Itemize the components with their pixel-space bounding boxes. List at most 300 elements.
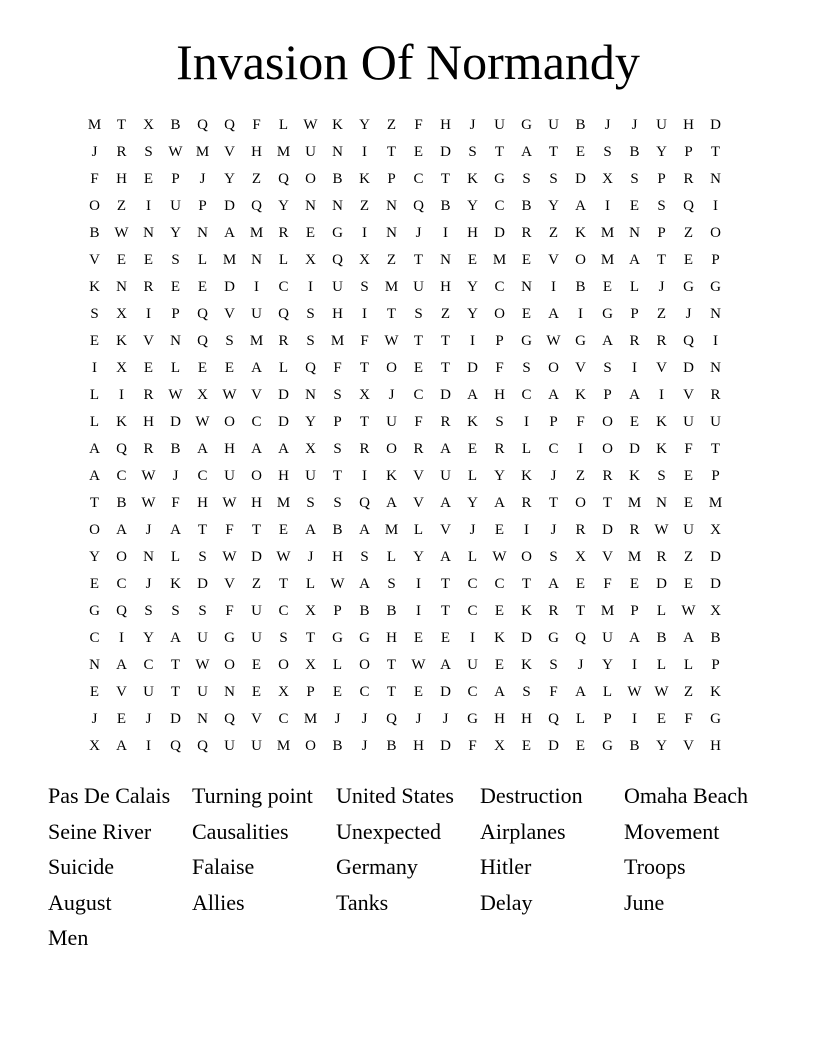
grid-letter[interactable]: E [413, 630, 424, 646]
grid-letter[interactable]: T [251, 522, 262, 538]
grid-letter[interactable]: I [713, 333, 718, 349]
grid-letter[interactable]: Z [251, 576, 262, 592]
grid-letter[interactable]: A [359, 576, 370, 592]
grid-letter[interactable]: J [361, 711, 368, 727]
grid-letter[interactable]: T [548, 144, 559, 160]
grid-letter[interactable]: A [440, 549, 451, 565]
grid-letter[interactable]: E [683, 468, 694, 484]
grid-letter[interactable]: U [305, 468, 316, 484]
grid-letter[interactable]: K [521, 603, 532, 619]
grid-letter[interactable]: A [251, 360, 262, 376]
grid-letter[interactable]: R [116, 144, 127, 160]
grid-letter[interactable]: S [90, 306, 99, 322]
grid-letter[interactable]: P [387, 171, 396, 187]
grid-letter[interactable]: H [143, 414, 154, 430]
grid-letter[interactable]: U [494, 117, 505, 133]
grid-letter[interactable]: I [578, 441, 583, 457]
grid-letter[interactable]: E [413, 684, 424, 700]
grid-letter[interactable]: J [469, 522, 476, 538]
grid-letter[interactable]: R [521, 225, 532, 241]
grid-letter[interactable]: Z [548, 225, 559, 241]
grid-letter[interactable]: L [278, 360, 289, 376]
grid-letter[interactable]: E [413, 360, 424, 376]
grid-letter[interactable]: C [278, 711, 289, 727]
grid-letter[interactable]: W [222, 549, 237, 565]
grid-letter[interactable]: S [360, 549, 369, 565]
grid-letter[interactable]: D [710, 576, 721, 592]
grid-letter[interactable]: U [386, 414, 397, 430]
grid-letter[interactable]: V [413, 468, 424, 484]
grid-letter[interactable]: G [548, 630, 559, 646]
grid-letter[interactable]: K [521, 468, 532, 484]
grid-letter[interactable]: A [170, 522, 181, 538]
grid-letter[interactable]: B [332, 738, 343, 754]
grid-letter[interactable]: H [332, 549, 343, 565]
grid-letter[interactable]: L [278, 117, 289, 133]
grid-letter[interactable]: Q [197, 333, 208, 349]
grid-letter[interactable]: S [306, 495, 315, 511]
grid-letter[interactable]: K [170, 576, 181, 592]
grid-letter[interactable]: Q [116, 441, 127, 457]
grid-letter[interactable]: E [440, 630, 451, 646]
grid-letter[interactable]: A [548, 306, 559, 322]
grid-letter[interactable]: I [362, 306, 367, 322]
grid-letter[interactable]: L [629, 279, 640, 295]
grid-letter[interactable]: A [575, 684, 586, 700]
grid-letter[interactable]: J [307, 549, 314, 565]
grid-letter[interactable]: P [495, 333, 504, 349]
grid-letter[interactable]: P [603, 387, 612, 403]
grid-letter[interactable]: E [521, 252, 532, 268]
grid-letter[interactable]: B [359, 603, 370, 619]
grid-letter[interactable]: E [116, 252, 127, 268]
grid-letter[interactable]: L [89, 387, 100, 403]
grid-letter[interactable]: U [197, 630, 208, 646]
grid-letter[interactable]: S [603, 144, 612, 160]
grid-letter[interactable]: Q [575, 630, 586, 646]
grid-letter[interactable]: R [143, 441, 154, 457]
grid-letter[interactable]: V [683, 387, 694, 403]
grid-letter[interactable]: N [305, 198, 316, 214]
grid-letter[interactable]: V [413, 495, 424, 511]
grid-letter[interactable]: M [627, 495, 642, 511]
grid-letter[interactable]: L [602, 684, 613, 700]
grid-letter[interactable]: P [333, 603, 342, 619]
grid-letter[interactable]: N [143, 225, 154, 241]
grid-letter[interactable]: N [197, 711, 208, 727]
grid-letter[interactable]: Y [602, 657, 613, 673]
grid-letter[interactable]: U [332, 279, 343, 295]
grid-letter[interactable]: C [278, 279, 289, 295]
grid-letter[interactable]: E [197, 360, 208, 376]
grid-letter[interactable]: A [386, 495, 397, 511]
grid-letter[interactable]: Z [683, 684, 694, 700]
grid-letter[interactable]: R [278, 333, 289, 349]
grid-letter[interactable]: G [602, 306, 613, 322]
grid-letter[interactable]: K [629, 468, 640, 484]
grid-letter[interactable]: F [549, 684, 558, 700]
grid-letter[interactable]: S [468, 144, 477, 160]
grid-letter[interactable]: K [386, 468, 397, 484]
grid-letter[interactable]: T [710, 144, 721, 160]
grid-letter[interactable]: I [416, 603, 421, 619]
grid-letter[interactable]: S [198, 549, 207, 565]
grid-letter[interactable]: I [632, 711, 637, 727]
grid-letter[interactable]: T [656, 252, 667, 268]
grid-letter[interactable]: R [656, 549, 667, 565]
grid-letter[interactable]: N [710, 171, 721, 187]
grid-letter[interactable]: E [251, 657, 262, 673]
grid-letter[interactable]: G [224, 630, 235, 646]
grid-letter[interactable]: X [602, 171, 613, 187]
grid-letter[interactable]: F [90, 171, 99, 187]
grid-letter[interactable]: E [494, 522, 505, 538]
grid-letter[interactable]: J [361, 738, 368, 754]
grid-letter[interactable]: C [467, 576, 478, 592]
grid-letter[interactable]: T [386, 306, 397, 322]
grid-letter[interactable]: P [711, 657, 720, 673]
grid-letter[interactable]: P [603, 711, 612, 727]
grid-letter[interactable]: T [386, 144, 397, 160]
grid-letter[interactable]: V [224, 144, 235, 160]
grid-letter[interactable]: N [629, 225, 640, 241]
grid-letter[interactable]: S [279, 630, 288, 646]
grid-letter[interactable]: W [195, 657, 210, 673]
grid-letter[interactable]: T [305, 630, 316, 646]
grid-letter[interactable]: O [386, 441, 397, 457]
grid-letter[interactable]: X [305, 657, 316, 673]
grid-letter[interactable]: J [145, 522, 152, 538]
grid-letter[interactable]: Q [278, 171, 289, 187]
grid-letter[interactable]: F [495, 360, 504, 376]
grid-letter[interactable]: P [549, 414, 558, 430]
grid-letter[interactable]: T [440, 603, 451, 619]
grid-letter[interactable]: J [145, 711, 152, 727]
grid-letter[interactable]: Y [413, 549, 424, 565]
grid-letter[interactable]: C [278, 603, 289, 619]
grid-letter[interactable]: J [631, 117, 638, 133]
grid-letter[interactable]: W [141, 495, 156, 511]
grid-letter[interactable]: N [170, 333, 181, 349]
grid-letter[interactable]: U [683, 414, 694, 430]
grid-letter[interactable]: N [89, 657, 100, 673]
grid-letter[interactable]: R [494, 441, 505, 457]
grid-letter[interactable]: O [602, 414, 613, 430]
grid-letter[interactable]: T [170, 684, 181, 700]
grid-letter[interactable]: O [575, 495, 586, 511]
grid-letter[interactable]: D [440, 738, 451, 754]
grid-letter[interactable]: T [494, 144, 505, 160]
grid-letter[interactable]: U [224, 468, 235, 484]
grid-letter[interactable]: Q [251, 198, 262, 214]
grid-letter[interactable]: S [171, 603, 180, 619]
grid-letter[interactable]: W [330, 576, 345, 592]
grid-letter[interactable]: G [521, 333, 532, 349]
grid-letter[interactable]: K [89, 279, 100, 295]
grid-letter[interactable]: K [116, 414, 127, 430]
grid-letter[interactable]: W [303, 117, 318, 133]
grid-letter[interactable]: H [440, 117, 451, 133]
grid-letter[interactable]: K [116, 333, 127, 349]
grid-letter[interactable]: F [252, 117, 261, 133]
grid-letter[interactable]: X [89, 738, 100, 754]
grid-letter[interactable]: T [575, 603, 586, 619]
grid-letter[interactable]: C [494, 279, 505, 295]
grid-letter[interactable]: B [629, 144, 640, 160]
grid-letter[interactable]: X [494, 738, 505, 754]
grid-letter[interactable]: Q [197, 117, 208, 133]
grid-letter[interactable]: U [305, 144, 316, 160]
grid-letter[interactable]: M [384, 522, 399, 538]
grid-letter[interactable]: D [710, 549, 721, 565]
grid-letter[interactable]: B [710, 630, 721, 646]
grid-letter[interactable]: L [386, 549, 397, 565]
grid-letter[interactable]: U [143, 684, 154, 700]
grid-letter[interactable]: A [629, 630, 640, 646]
grid-letter[interactable]: I [470, 333, 475, 349]
grid-letter[interactable]: H [332, 306, 343, 322]
grid-letter[interactable]: E [413, 144, 424, 160]
grid-letter[interactable]: N [332, 198, 343, 214]
grid-letter[interactable]: P [171, 171, 180, 187]
grid-letter[interactable]: H [251, 495, 262, 511]
grid-letter[interactable]: M [330, 333, 345, 349]
grid-letter[interactable]: E [575, 144, 586, 160]
grid-letter[interactable]: I [659, 387, 664, 403]
grid-letter[interactable]: C [521, 387, 532, 403]
grid-letter[interactable]: H [683, 117, 694, 133]
grid-letter[interactable]: J [91, 711, 98, 727]
grid-letter[interactable]: I [551, 279, 556, 295]
grid-letter[interactable]: L [683, 657, 694, 673]
grid-letter[interactable]: E [170, 279, 181, 295]
grid-letter[interactable]: K [656, 414, 667, 430]
grid-letter[interactable]: Y [170, 225, 181, 241]
grid-letter[interactable]: N [116, 279, 127, 295]
grid-letter[interactable]: H [116, 171, 127, 187]
grid-letter[interactable]: Y [494, 468, 505, 484]
grid-letter[interactable]: A [251, 441, 262, 457]
grid-letter[interactable]: A [278, 441, 289, 457]
grid-letter[interactable]: R [602, 468, 613, 484]
grid-letter[interactable]: U [656, 117, 667, 133]
grid-letter[interactable]: O [305, 171, 316, 187]
grid-letter[interactable]: T [548, 495, 559, 511]
grid-letter[interactable]: D [440, 684, 451, 700]
grid-letter[interactable]: X [143, 117, 154, 133]
grid-letter[interactable]: D [278, 414, 289, 430]
grid-letter[interactable]: B [440, 198, 451, 214]
grid-letter[interactable]: O [251, 468, 262, 484]
grid-letter[interactable]: E [494, 603, 505, 619]
grid-letter[interactable]: T [359, 360, 370, 376]
grid-letter[interactable]: J [388, 387, 395, 403]
grid-letter[interactable]: F [468, 738, 477, 754]
grid-letter[interactable]: N [386, 225, 397, 241]
grid-letter[interactable]: W [627, 684, 642, 700]
grid-letter[interactable]: Y [89, 549, 100, 565]
grid-letter[interactable]: Q [197, 738, 208, 754]
grid-letter[interactable]: P [657, 225, 666, 241]
grid-letter[interactable]: X [116, 306, 127, 322]
grid-letter[interactable]: D [575, 171, 586, 187]
grid-letter[interactable]: T [440, 576, 451, 592]
grid-letter[interactable]: S [171, 252, 180, 268]
grid-letter[interactable]: Z [359, 198, 370, 214]
grid-letter[interactable]: U [170, 198, 181, 214]
grid-letter[interactable]: N [710, 360, 721, 376]
grid-letter[interactable]: I [362, 468, 367, 484]
grid-letter[interactable]: O [224, 657, 235, 673]
grid-letter[interactable]: A [116, 657, 127, 673]
grid-letter[interactable]: T [359, 414, 370, 430]
grid-letter[interactable]: E [656, 711, 667, 727]
grid-letter[interactable]: H [710, 738, 721, 754]
grid-letter[interactable]: D [602, 522, 613, 538]
grid-letter[interactable]: B [656, 630, 667, 646]
grid-letter[interactable]: P [333, 414, 342, 430]
grid-letter[interactable]: U [251, 738, 262, 754]
grid-letter[interactable]: M [600, 225, 615, 241]
grid-letter[interactable]: L [467, 468, 478, 484]
grid-letter[interactable]: V [224, 576, 235, 592]
grid-letter[interactable]: D [170, 414, 181, 430]
grid-letter[interactable]: I [632, 657, 637, 673]
grid-letter[interactable]: A [602, 333, 613, 349]
grid-letter[interactable]: E [89, 576, 100, 592]
grid-letter[interactable]: Z [251, 171, 262, 187]
grid-letter[interactable]: E [89, 684, 100, 700]
grid-letter[interactable]: L [521, 441, 532, 457]
grid-letter[interactable]: S [198, 603, 207, 619]
grid-letter[interactable]: Q [548, 711, 559, 727]
grid-letter[interactable]: W [168, 144, 183, 160]
grid-letter[interactable]: W [276, 549, 291, 565]
grid-letter[interactable]: S [522, 171, 531, 187]
grid-letter[interactable]: U [467, 657, 478, 673]
grid-letter[interactable]: L [656, 603, 667, 619]
grid-letter[interactable]: U [224, 738, 235, 754]
grid-letter[interactable]: L [575, 711, 586, 727]
grid-letter[interactable]: F [576, 414, 585, 430]
grid-letter[interactable]: A [170, 630, 181, 646]
grid-letter[interactable]: W [168, 387, 183, 403]
grid-letter[interactable]: Y [143, 630, 154, 646]
grid-letter[interactable]: V [683, 738, 694, 754]
grid-letter[interactable]: N [656, 495, 667, 511]
grid-letter[interactable]: I [632, 360, 637, 376]
grid-letter[interactable]: D [521, 630, 532, 646]
grid-letter[interactable]: B [332, 171, 343, 187]
grid-letter[interactable]: F [684, 441, 693, 457]
grid-letter[interactable]: T [440, 171, 451, 187]
grid-letter[interactable]: T [602, 495, 613, 511]
grid-letter[interactable]: S [387, 576, 396, 592]
grid-letter[interactable]: B [386, 738, 397, 754]
grid-letter[interactable]: O [575, 252, 586, 268]
grid-letter[interactable]: A [305, 522, 316, 538]
grid-letter[interactable]: E [224, 360, 235, 376]
grid-letter[interactable]: J [199, 171, 206, 187]
grid-letter[interactable]: N [143, 549, 154, 565]
grid-letter[interactable]: G [602, 738, 613, 754]
grid-letter[interactable]: C [413, 387, 424, 403]
grid-letter[interactable]: N [440, 252, 451, 268]
grid-letter[interactable]: V [548, 252, 559, 268]
grid-letter[interactable]: P [657, 171, 666, 187]
grid-letter[interactable]: O [116, 549, 127, 565]
grid-letter[interactable]: S [360, 279, 369, 295]
grid-letter[interactable]: H [494, 711, 505, 727]
grid-letter[interactable]: S [522, 360, 531, 376]
grid-letter[interactable]: Q [683, 333, 694, 349]
grid-letter[interactable]: M [600, 252, 615, 268]
grid-letter[interactable]: A [359, 522, 370, 538]
grid-letter[interactable]: L [170, 360, 181, 376]
grid-letter[interactable]: M [249, 333, 264, 349]
grid-letter[interactable]: I [362, 144, 367, 160]
grid-letter[interactable]: V [251, 387, 262, 403]
grid-letter[interactable]: Y [467, 495, 478, 511]
grid-letter[interactable]: W [195, 414, 210, 430]
grid-letter[interactable]: G [494, 171, 505, 187]
grid-letter[interactable]: E [143, 252, 154, 268]
grid-letter[interactable]: W [222, 387, 237, 403]
grid-letter[interactable]: S [333, 387, 342, 403]
grid-letter[interactable]: H [386, 630, 397, 646]
grid-letter[interactable]: W [654, 522, 669, 538]
grid-letter[interactable]: E [278, 522, 289, 538]
grid-letter[interactable]: L [170, 549, 181, 565]
grid-letter[interactable]: S [549, 657, 558, 673]
grid-letter[interactable]: Y [467, 279, 478, 295]
grid-letter[interactable]: E [251, 684, 262, 700]
grid-letter[interactable]: V [116, 684, 127, 700]
grid-letter[interactable]: X [710, 603, 721, 619]
grid-letter[interactable]: Z [386, 252, 397, 268]
grid-letter[interactable]: R [710, 387, 721, 403]
grid-letter[interactable]: C [413, 171, 424, 187]
grid-letter[interactable]: H [521, 711, 532, 727]
grid-letter[interactable]: H [251, 144, 262, 160]
grid-letter[interactable]: I [146, 738, 151, 754]
grid-letter[interactable]: M [600, 603, 615, 619]
grid-letter[interactable]: Y [467, 306, 478, 322]
grid-letter[interactable]: T [413, 333, 424, 349]
grid-letter[interactable]: S [225, 333, 234, 349]
grid-letter[interactable]: R [629, 522, 640, 538]
grid-letter[interactable]: R [521, 495, 532, 511]
grid-letter[interactable]: E [602, 279, 613, 295]
grid-letter[interactable]: S [333, 495, 342, 511]
grid-letter[interactable]: K [467, 414, 478, 430]
grid-letter[interactable]: Q [116, 603, 127, 619]
grid-letter[interactable]: R [656, 333, 667, 349]
grid-letter[interactable]: M [276, 495, 291, 511]
grid-letter[interactable]: D [440, 387, 451, 403]
grid-letter[interactable]: D [494, 225, 505, 241]
grid-letter[interactable]: Z [683, 225, 694, 241]
grid-letter[interactable]: L [89, 414, 100, 430]
grid-letter[interactable]: Q [413, 198, 424, 214]
grid-letter[interactable]: H [224, 441, 235, 457]
grid-letter[interactable]: E [494, 657, 505, 673]
grid-letter[interactable]: V [602, 549, 613, 565]
grid-letter[interactable]: R [359, 441, 370, 457]
grid-letter[interactable]: U [440, 468, 451, 484]
grid-letter[interactable]: I [470, 630, 475, 646]
grid-letter[interactable]: B [170, 117, 181, 133]
